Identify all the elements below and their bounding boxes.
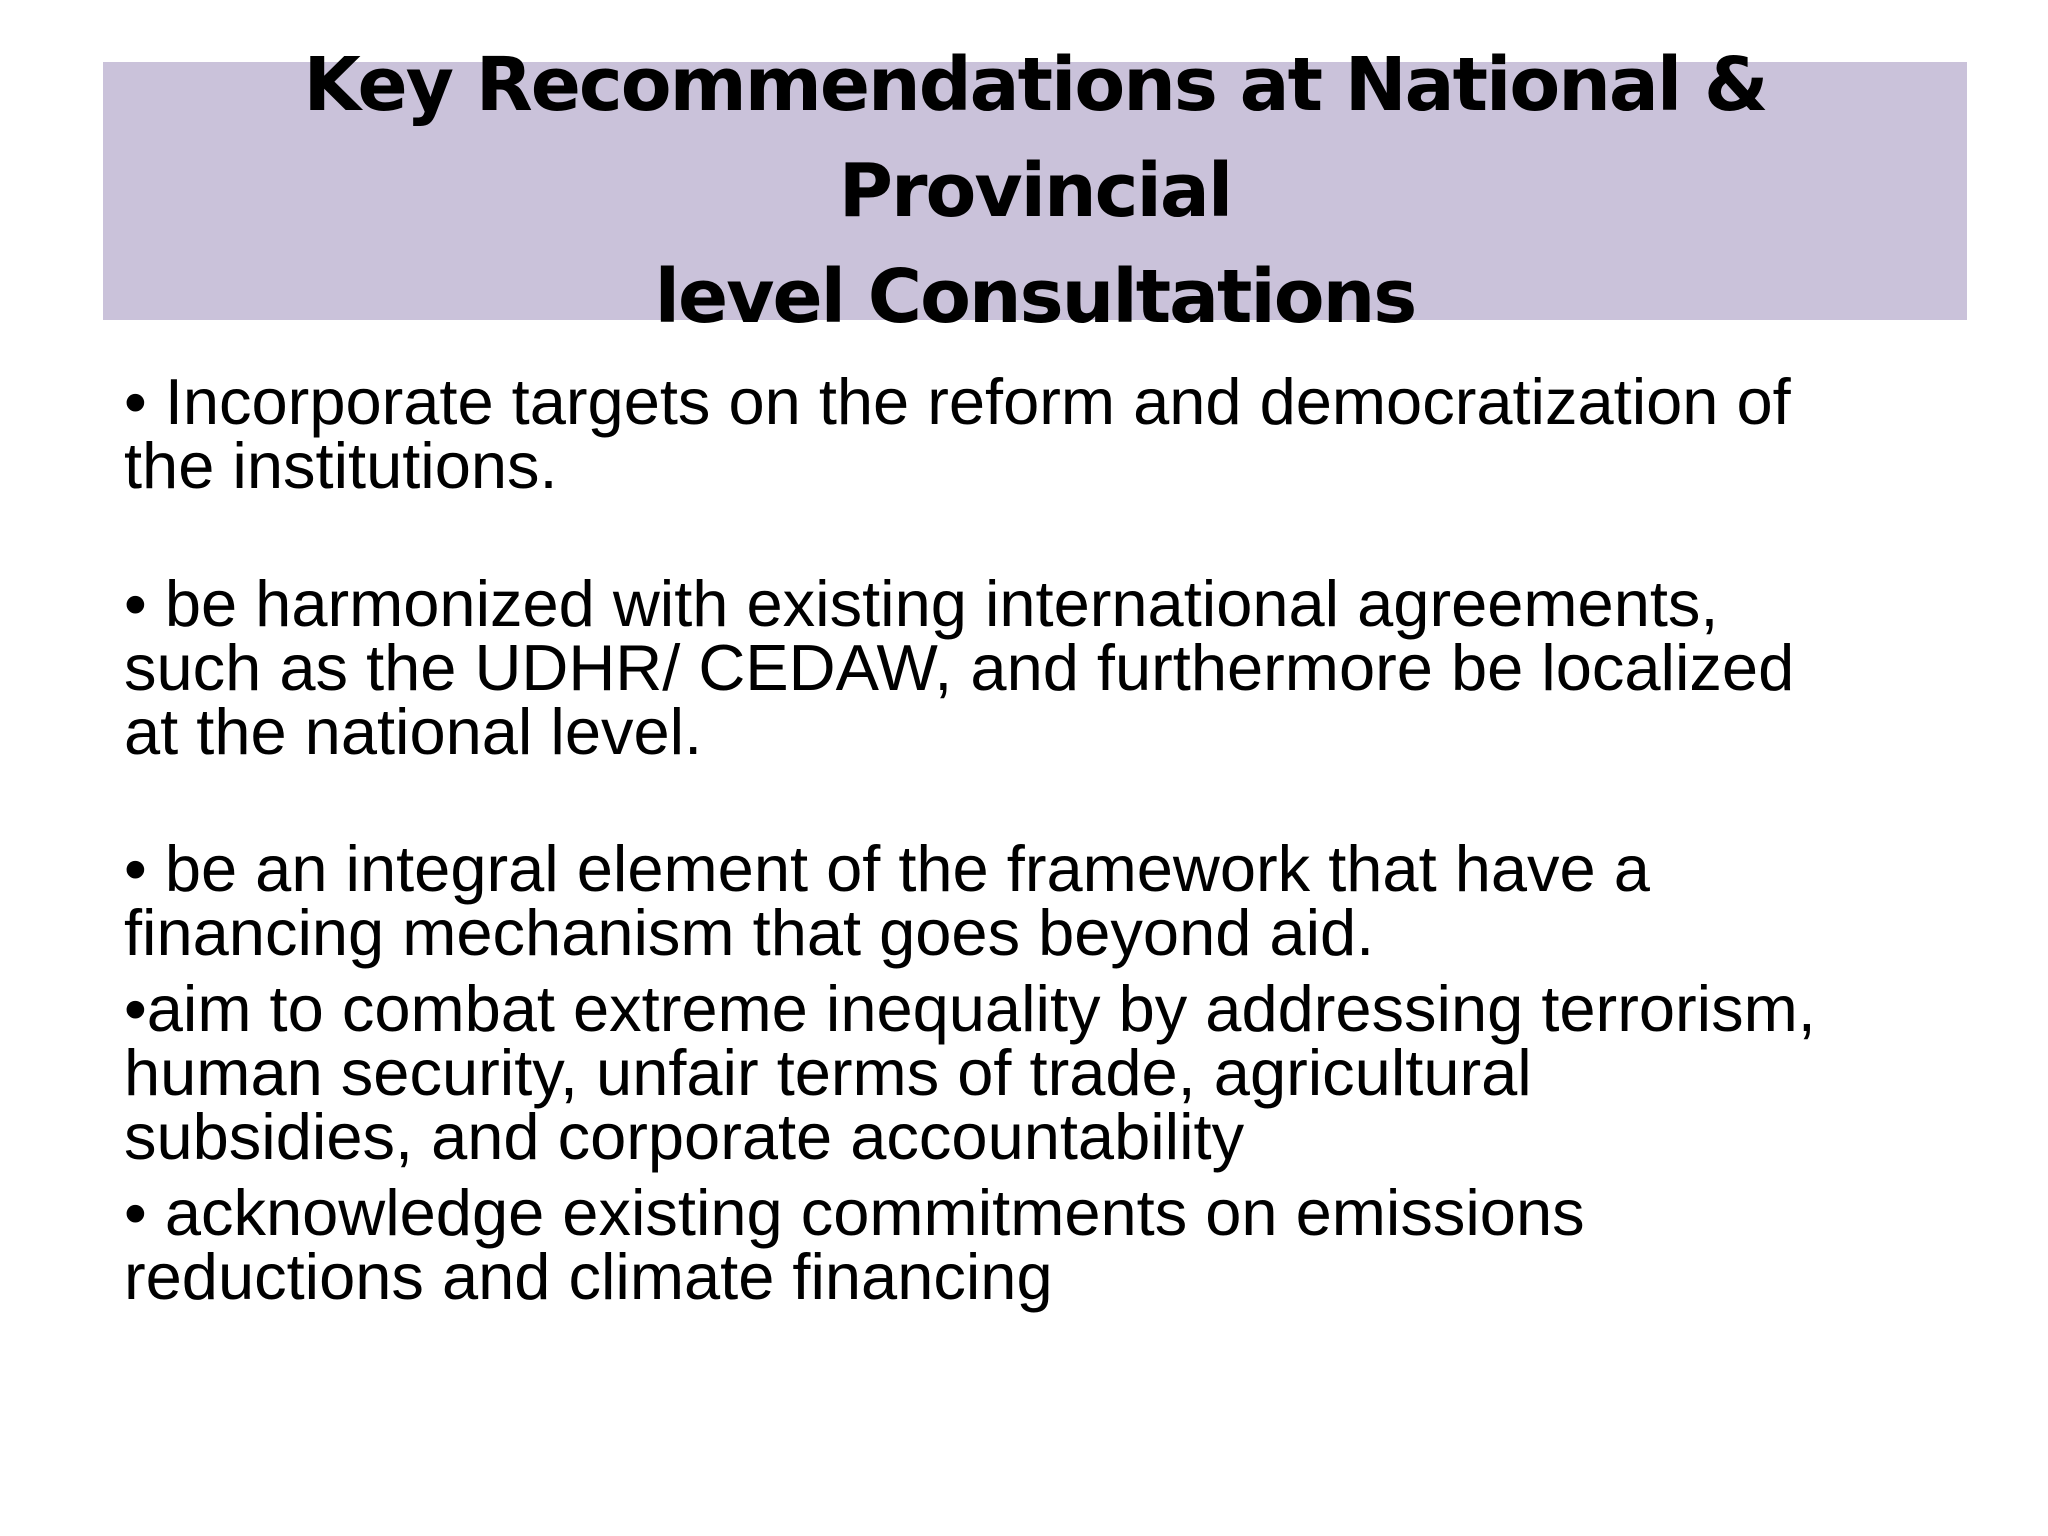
bullet-item: • be an integral element of the framework that have a financing mechanism that goes beyond aid. [124,832,1650,969]
bullet-item: • Incorporate targets on the reform and democratization of the institutions. [124,365,1791,502]
title-band [103,42,1967,340]
slide-title: Key Recommendations at National & Provincial level Consultations [303,42,1767,340]
bullet-item: •aim to combat extreme inequality by addressing terrorism, human security, unfair terms of trade, agricultural subsidies, and corporate accountability [124,972,1816,1173]
bullet-list [124,365,1954,1313]
bullet-item: • be harmonized with existing international agreements, such as the UDHR/ CEDAW, and furthermore be localized at the national level. [124,567,1795,768]
bullet-item: • acknowledge existing commitments on emissions reductions and climate financing [124,1176,1585,1313]
